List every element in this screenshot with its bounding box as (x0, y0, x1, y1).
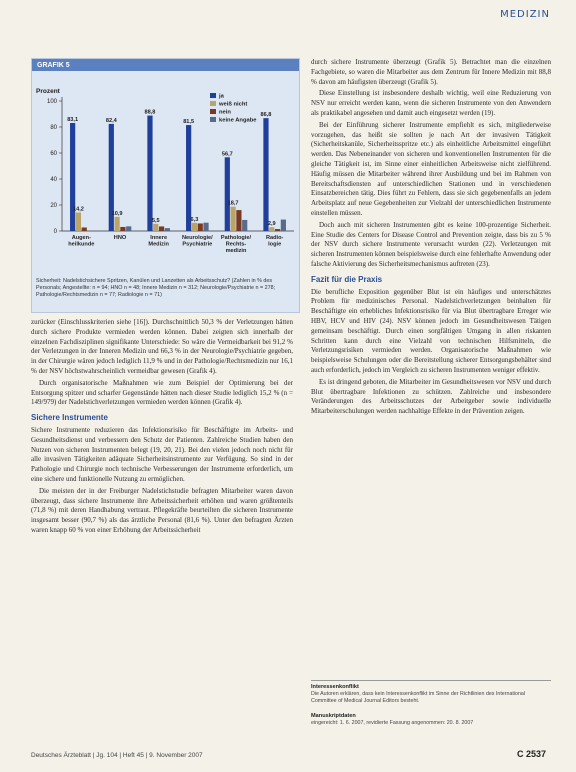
section-heading: Fazit für die Praxis (311, 274, 383, 284)
data-label: 86,8 (260, 112, 272, 119)
paragraph: Diese Einstellung ist insbesondere deshalb wichtig, weil eine Reduzierung von NSV nur erreicht werden kann, wenn die sicheren Instrumente von den Anwendern als praktikabel angesehen und damit auch eingesetzt werden (19). (311, 89, 551, 117)
right-column (311, 58, 551, 419)
paragraph: zurücker (Einschlusskriterien siehe [16]). Durchschnittlich 50,3 % der Verletzungen hätten durch sichere Produkte vermieden werden können. Dabei zeigten sich innerhalb der einzelnen Fachdisziplinen signifikante Unterschiede: So wäre die Vermeidbarkeit bei 91,2 % der Verletzungen in der Inneren Medizin und 66,3 % in der Neurologie/Psychiatrie gegeben, in der Chirurgie wären jedoch lediglich 11,9 % und in der Pathologie/Rechtsmedizin nur 16,1 % der NSV höchstwahrscheinlich vermeidbar gewesen (Grafik 4). (31, 318, 293, 375)
x-tick-label: Medizin (148, 241, 169, 248)
bar (70, 123, 75, 231)
bar (147, 116, 152, 231)
bar (153, 224, 158, 231)
data-label: 83,1 (67, 116, 79, 123)
legend-label: nein (219, 109, 231, 116)
bar-chart (32, 71, 301, 276)
y-tick-label: 100 (46, 99, 57, 106)
bar (192, 223, 197, 231)
bar (120, 227, 125, 231)
figure-caption: Sicherheit: Nadelstichsichere Spritzen, Kanülen und Lanzetten als Arbeitsschutz? (Zahlen in % des Personals; Angestellte: n = 94; HNO n = 48; Innere Medizin n = 312; Neurologie/Psychiatrie n = 278; Pathologie/Rechtsmedizin n = 77; Radiologie n = 71) (36, 278, 276, 299)
data-label: 18,7 (227, 200, 239, 207)
paragraph: Bei der Einführung sicherer Instrumente empfiehlt es sich, mitgliederweise vorzugehen, das heißt sie sollten je nach Art der invasiven Tätigkeit (Sicherheitskanüle, Sicherheitsspritze etc.) als einheitliche Arbeitsmittel eingeführt werden. Das Nebeneinander von sicheren und konventionellen Instrumenten für die gleiche Tätigkeit ist, im Sinne einer einheitlichen Arbeitsweise nicht zielführend. Häufig müssen die Mitarbeiter während ihrer Ausbildung und bei im Rahmen von Bereitschaftsdiensten auf unterschiedlichen Stationen und in verschiedenen Einsatzbereichen tätig. Dies führt zu Fehlern, dass sie sich gegebenenfalls an jedem Arbeitsplatz auf neue Gegebenheiten zur Vielzahl der unterschiedlichen Instrumente einstellen müssen. (311, 120, 551, 217)
left-column (31, 318, 293, 538)
x-tick-label: heilkunde (68, 241, 95, 248)
bar (236, 210, 241, 231)
paragraph: Durch organisatorische Maßnahmen wie zum Beispiel der Optimierung bei der Entsorgung spitzer und scharfer Gegenstände hätten nach dieser Studie lediglich 15,2 % (n = 149/979) der Nadelstichverletzungen vermieden werden können (Grafik 4). (31, 378, 293, 407)
bar (263, 118, 268, 231)
data-label: 56,7 (221, 151, 233, 158)
bar (76, 213, 81, 231)
y-tick-label: 40 (50, 177, 57, 184)
paragraph: durch sichere Instrumente überzeugt (Grafik 5). Betrachtet man die einzelnen Fachgebiete, so waren die Mitarbeiter aus dem Zentrum für Innere Medizin mit 88,8 % davon am häufigsten überzeugt (Grafik 5). (311, 58, 551, 86)
legend-label: ja (219, 93, 224, 100)
legend-swatch (210, 109, 216, 114)
paragraph: Es ist dringend geboten, die Mitarbeiter im Gesundheitswesen vor NSV und durch Blut übertragbare Infektionen zu schützen. Zahlreiche und insbesondere Veränderungen des Arbeitsschutzes der Arbeitgeber sowie individuelle Mitarbeiterschulungen werden nachhaltige Effekte in der Prävention zeigen. (311, 377, 551, 416)
y-tick-label: 0 (53, 229, 57, 236)
bar (186, 125, 191, 231)
x-tick-label: logie (268, 241, 282, 248)
manuscript-note (311, 713, 551, 727)
y-tick-label: 60 (50, 151, 57, 158)
legend-swatch (210, 101, 216, 106)
data-label: 5,5 (151, 217, 160, 224)
x-tick-label: Radio- (265, 235, 284, 241)
data-label: 14,2 (72, 206, 84, 213)
footnote-text: eingereicht: 1. 6. 2007, revidierte Fassung angenommen: 20. 8. 2007 (311, 720, 474, 726)
section-label: MEDIZIN (500, 9, 550, 20)
conflict-note (311, 684, 551, 705)
paragraph: Sichere Instrumente reduzieren das Infektionsrisiko für Beschäftigte im Arbeits- und Gesundheitsdienst und verbessern den Schutz der Patienten. Zahlreiche Studien haben den Nutzen von sicheren Instrumenten belegt (19, 20, 21). Bei den vielen jedoch noch nicht für alle invasiven Tätigkeiten adäquate Sicherheitsinstrumente zur Verfügung. So sind in der Pathologie und Chirurgie noch technische Verbesserungen der Instrumente erforderlich, um eine sichere und funktionelle Nutzung zu ermöglichen. (31, 425, 293, 483)
footnote-title: Interessenkonflikt (311, 684, 359, 690)
data-label: 6,3 (190, 216, 199, 223)
page-number: C 2537 (516, 749, 546, 759)
bar (281, 220, 286, 231)
x-tick-label: Innere (150, 235, 168, 241)
data-label: 88,8 (144, 109, 156, 116)
bar (231, 207, 236, 231)
legend-label: weiß nicht (219, 101, 248, 108)
x-tick-label: Psychiatrie (182, 241, 213, 248)
data-label: 10,9 (111, 210, 123, 217)
bar (242, 220, 247, 231)
divider (311, 680, 551, 681)
bar (203, 223, 208, 231)
figure-box (31, 58, 300, 313)
footnote-title: Manuskriptdaten (311, 713, 356, 719)
bar (198, 223, 203, 231)
paragraph: Die berufliche Exposition gegenüber Blut ist ein häufiges und unterschätztes Problem für medizinisches Personal. Nadelstichverletzungen beinhalten für Beschäftigte ein erhebliches Infektionsrisiko für via Blut übertragbare Erreger wie HBV, HCV und HIV (24). NSV können jedoch im Gesundheitswesen Tätigen gemeinsam beschäftigt. Durch einen sorgfältigen Umgang in allen riskanten Schritten kann durch eine Vielzahl von technischen Hilfsmitteln, die Verletzungsrisiken vermieden werden. Organisatorische Maßnahmen wie beispielsweise Schulungen oder die Bereitstellung sicherer Entsorgungsbehälter sind auch erforderlich, jedoch im Vergleich zu sicheren Instrumenten weniger effektiv. (311, 287, 551, 374)
data-label: 2,9 (267, 221, 276, 228)
bar (115, 217, 120, 231)
figure-title: GRAFIK 5 (32, 59, 299, 71)
bar (269, 227, 274, 231)
data-label: 82,4 (105, 117, 117, 124)
data-label: 81,5 (183, 119, 195, 126)
legend-swatch (210, 93, 216, 98)
section-heading: Sichere Instrumente (31, 413, 108, 423)
x-tick-label: Pathologie/ (220, 235, 252, 241)
footnote-text: Die Autoren erklären, dass kein Interessenkonflikt im Sinne der Richtlinien des International Committee of Medical Journal Editors besteht. (311, 691, 526, 704)
bar (126, 226, 131, 231)
bar (275, 229, 280, 231)
bar (165, 228, 170, 231)
bar (159, 226, 164, 231)
paragraph: Doch auch mit sicheren Instrumenten gibt es keine 100-prozentige Sicherheit. Eine Studie des Centers for Disease Control and Prevention zeigte, dass bis zu 5 % der NSV durch sichere Instrumente verursacht wurden (22). Verletzungen mit sicheren Instrumenten können beispielsweise durch eine fehlerhafte Anwendung oder falsche Aktivierung des Sicherheitsmechanismus auftreten (23). (311, 220, 551, 268)
x-tick-label: Augen- (71, 235, 91, 241)
y-tick-label: 20 (50, 203, 57, 210)
paragraph: Die meisten der in der Freiburger Nadelstichstudie befragten Mitarbeiter waren davon überzeugt, dass sichere Instrumente ihre Arbeitssicherheit erhöhen und waren größtenteils (71,8 %) mit deren Handhabung vertraut. Pflegekräfte beurteilten die sicheren Instrumente insgesamt besser (90,7 %) als das ärztliche Personal (81,6 %). Unter den befragten Ärzten waren knapp 60 % von einer Erhöhung der Arbeitssicherheit (31, 486, 293, 534)
journal-footer: Deutsches Ärzteblatt | Jg. 104 | Heft 45 | 9. November 2007 (31, 752, 203, 759)
y-axis-label: Prozent (36, 88, 60, 95)
x-tick-label: HNO (113, 235, 127, 241)
y-tick-label: 80 (50, 125, 57, 132)
legend-swatch (210, 117, 216, 122)
x-tick-label: Rechts- (225, 241, 247, 248)
x-tick-label: medizin (225, 248, 247, 254)
bar (82, 227, 87, 231)
bar (225, 157, 230, 231)
legend-label: keine Angabe (219, 117, 257, 124)
x-tick-label: Neurologie/ (181, 235, 213, 241)
